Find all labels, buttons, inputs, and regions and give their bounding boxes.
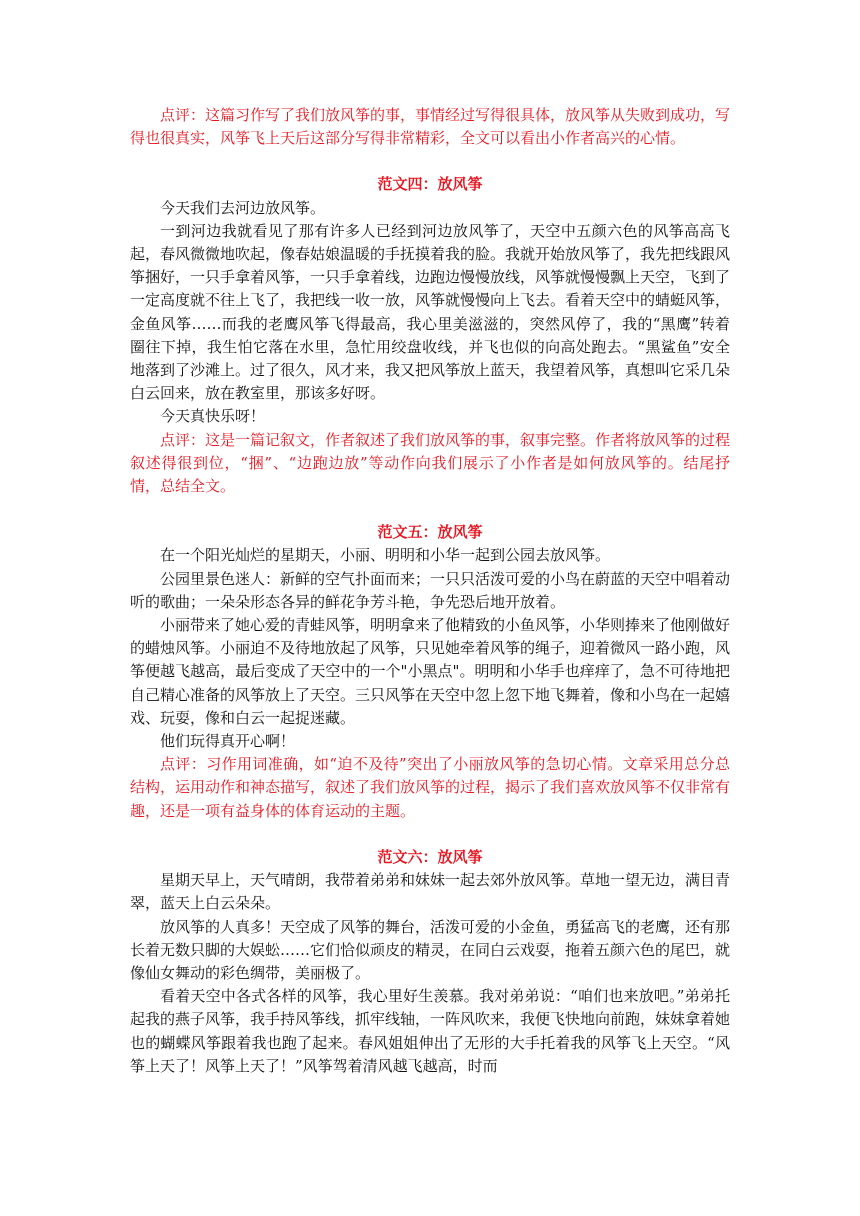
essay4-paragraph: 今天真快乐呀！ [160, 407, 266, 426]
essay4-paragraph: 一到河边我就看见了那有许多人已经到河边放风筝了，天空中五颜六色的风筝高高飞起，春风微微地吹起，像春姑娘温暖的手抚摸着我的脸。我就开始放风筝了，我先把线跟风筝捆好，一只手拿着风筝，一只手拿着线，边跑边慢慢放线，风筝就慢慢飘上天空，飞到了一定高度就不往上飞了，我把线一收一放，风筝就慢慢向上飞去。看着天空中的蜻蜓风筝，金鱼风筝……而我的老鹰风筝飞得最高，我心里美滋滋的，突然风停了，我的“黑鹰”转着圈往下掉，我生怕它落在水里，急忙用绞盘收线，并飞也似的向高处跑去。“黑鲨鱼”安全地落到了沙滩上。过了很久，风才来，我又把风筝放上蓝天，我望着风筝，真想叫它采几朵白云回来，放在教室里，那该多好呀。 [130, 221, 731, 403]
essay4-paragraph: 今天我们去河边放风筝。 [160, 198, 326, 217]
comment-essay5: 点评：习作用词准确，如“迫不及待”突出了小丽放风筝的急切心情。文章采用总分总结构，运用动作和神态描写，叙述了我们放风筝的过程，揭示了我们喜欢放风筝不仅非常有趣，还是一项有益身体的体育运动的主题。 [130, 755, 731, 820]
essay6-paragraph: 放风筝的人真多！天空成了风筝的舞台，活泼可爱的小金鱼，勇猛高飞的老鹰，还有那长着无数只脚的大娱蚣……它们恰似顽皮的精灵，在同白云戏耍，拖着五颜六色的尾巴，就像仙女舞动的彩色绸带，美丽极了。 [130, 917, 731, 982]
comment-essay4: 点评：这是一篇记叙文，作者叙述了我们放风筝的事，叙事完整。作者将放风筝的过程叙述得很到位，“捆”、“边跑边放”等动作向我们展示了小作者是如何放风筝的。结尾抒情，总结全文。 [130, 430, 731, 496]
essay5-paragraph: 在一个阳光灿烂的星期天，小丽、明明和小华一起到公园去放风筝。 [160, 546, 611, 565]
essay5-paragraph: 他们玩得真开心啊！ [160, 732, 296, 751]
document-page [130, 104, 730, 1078]
essay5-paragraph: 公园里景色迷人：新鲜的空气扑面而来；一只只活泼可爱的小鸟在蔚蓝的天空中唱着动听的歌曲；一朵朵形态各异的鲜花争芳斗艳，争先恐后地开放着。 [130, 569, 731, 611]
essay4-title: 范文四：放风筝 [377, 175, 483, 194]
essay6-title: 范文六：放风筝 [377, 847, 483, 866]
essay5-title: 范文五：放风筝 [377, 523, 483, 542]
essay6-paragraph: 星期天早上，天气晴朗，我带着弟弟和妹妹一起去郊外放风筝。草地一望无边，满目青翠，蓝天上白云朵朵。 [130, 871, 731, 913]
essay5-paragraph: 小丽带来了她心爱的青蛙风筝，明明拿来了他精致的小鱼风筝，小华则捧来了他刚做好的蜡烛风筝。小丽迫不及待地放起了风筝，只见她牵着风筝的绳子，迎着微风一路小跑，风筝便越飞越高，最后变成了天空中的一个"小黑点"。明明和小华手也痒痒了，急不可待地把自己精心准备的风筝放上了天空。三只风筝在天空中忽上忽下地飞舞着，像和小鸟在一起嬉戏、玩耍，像和白云一起捉迷藏。 [130, 616, 731, 727]
comment-essay3: 点评：这篇习作写了我们放风筝的事，事情经过写得很具体，放风筝从失败到成功，写得也很真实，风筝飞上天后这部分写得非常精彩，全文可以看出小作者高兴的心情。 [130, 106, 731, 148]
essay6-paragraph: 看着天空中各式各样的风筝，我心里好生羡慕。我对弟弟说：“咱们也来放吧。”弟弟托起我的燕子风筝，我手持风筝线，抓牢线轴，一阵风吹来，我便飞快地向前跑，妹妹拿着她也的蝴蝶风筝跟着我也跑了起来。春风姐姐伸出了无形的大手托着我的风筝飞上天空。“风筝上天了！风筝上天了！”风筝驾着清风越飞越高，时而 [130, 987, 731, 1075]
